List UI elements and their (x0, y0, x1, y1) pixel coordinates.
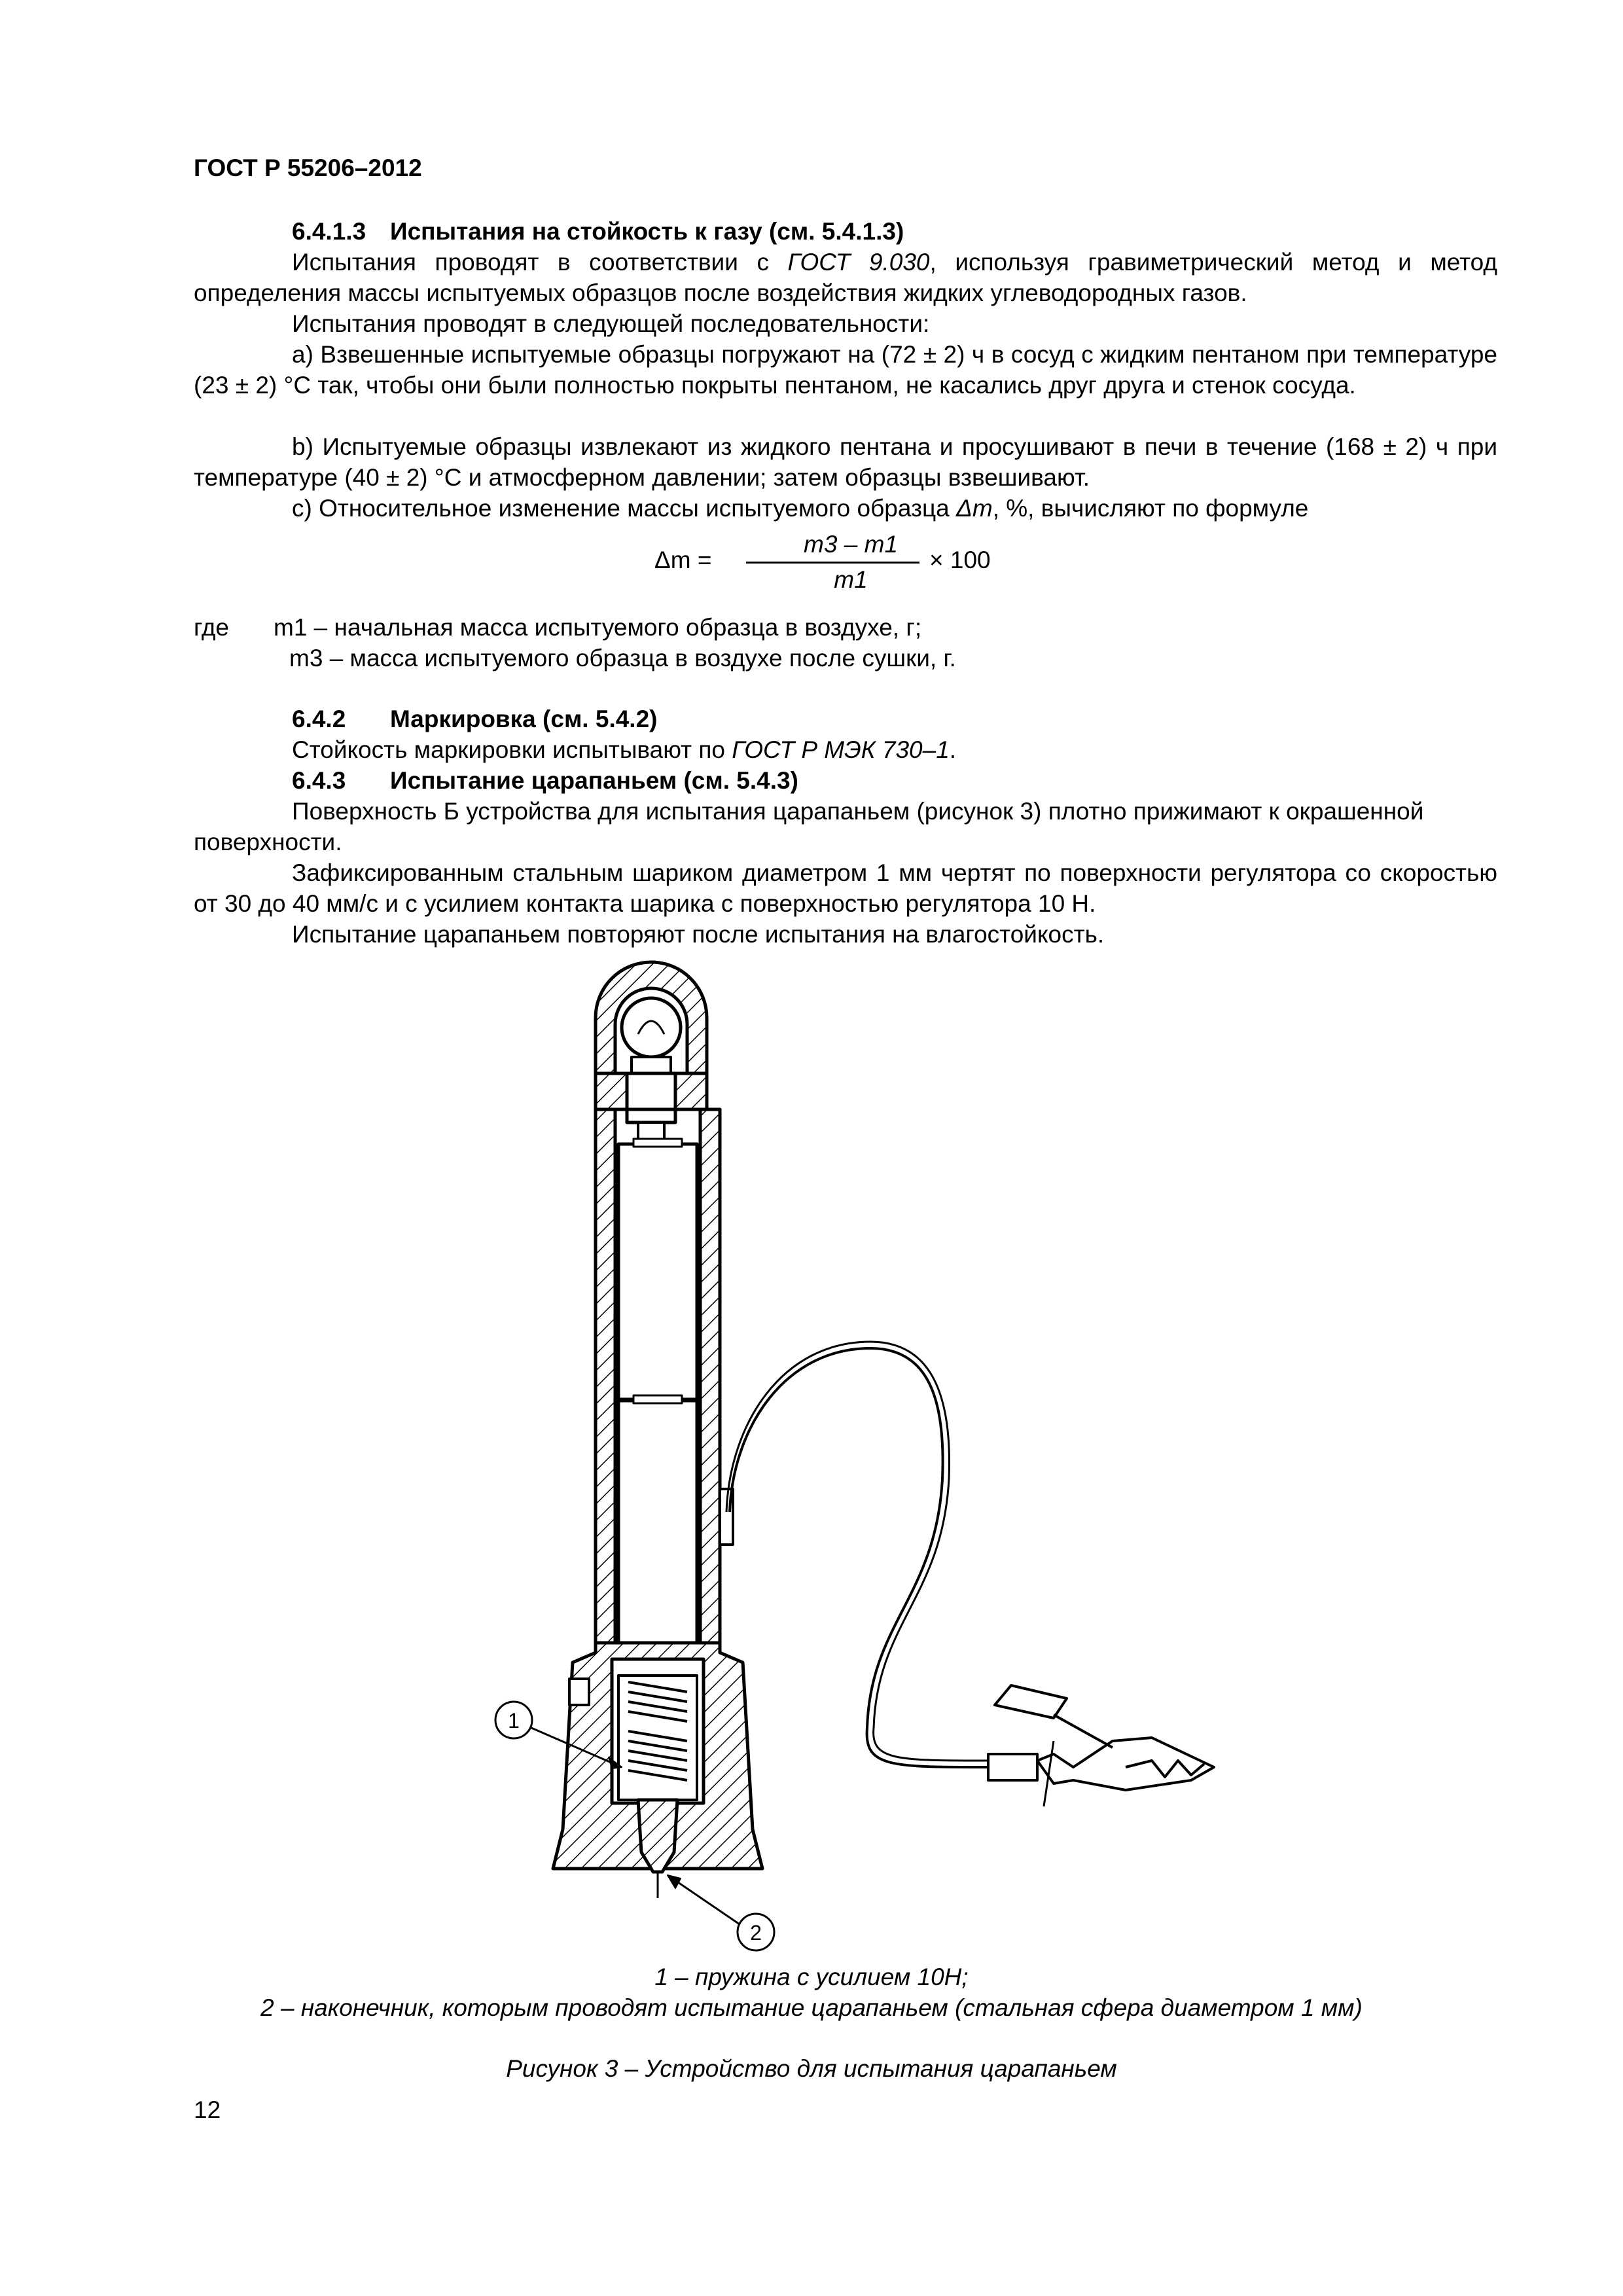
callout-1-label: 1 (508, 1709, 520, 1732)
figure-legend-1: 1 – пружина с усилием 10Н; (654, 1964, 969, 1990)
paragraph-step-b: b) Испытуемые образцы извлекают из жидкого пентана и просушивают в печи в течение (168 ± 2) ч при температуре (40 ± 2) °С и атмосферном давлении; затем образцы взвешивают. (194, 433, 1497, 491)
paragraph-step-c: c) Относительное изменение массы испытуемого образца Δm, %, вычисляют по формуле (292, 495, 1309, 522)
where-m1: m1 – начальная масса испытуемого образца в воздухе, г; (274, 614, 922, 641)
section-title: Маркировка (см. 5.4.2) (390, 706, 658, 732)
formula-lhs: Δm = (654, 547, 712, 573)
lamp-bulb (622, 998, 681, 1057)
document-header: ГОСТ Р 55206–2012 (194, 154, 422, 181)
standard-reference: ГОСТ Р МЭК 730–1 (732, 736, 950, 763)
battery-lower (618, 1401, 697, 1653)
alligator-clip (988, 1685, 1214, 1806)
figure-caption: Рисунок 3 – Устройство для испытания царапаньем (506, 2055, 1117, 2082)
formula-denominator: m1 (834, 566, 868, 593)
where-m3: m3 – масса испытуемого образца в воздухе после сушки, г. (289, 645, 956, 672)
page-number: 12 (194, 2096, 221, 2123)
section-title: Испытания на стойкость к газу (см. 5.4.1.3) (390, 218, 904, 245)
formula-multiplier: × 100 (929, 547, 991, 573)
section-number: 6.4.1.3 (292, 218, 366, 245)
body-left-wall (596, 1109, 615, 1653)
section-number: 6.4.3 (292, 767, 346, 794)
paragraph-marking: Стойкость маркировки испытывают по ГОСТ Р МЭК 730–1. (292, 736, 957, 763)
standard-reference: ГОСТ 9.030 (787, 249, 930, 276)
section-number: 6.4.2 (292, 706, 346, 732)
paragraph-step-a: a) Взвешенные испытуемые образцы погружают на (72 ± 2) ч в сосуд с жидким пентаном при температуре (23 ± 2) °С так, чтобы они были полностью покрыты пентаном, не касались друг друга и стенок сосуда. (194, 341, 1497, 399)
cable (730, 1348, 988, 1767)
paragraph-ball: Зафиксированным стальным шариком диаметром 1 мм чертят по поверхности регулятора со скоростью от 30 до 40 мм/с и с усилием контакта шарика с поверхностью регулятора 10 Н. (194, 859, 1497, 917)
battery-upper (618, 1144, 697, 1399)
paragraph-test-method: Испытания проводят в соответствии с ГОСТ 9.030, используя гравиметрический метод и метод определения массы испытуемых образцов после воздействия жидких углеводородных газов. (194, 249, 1497, 306)
body-right-wall (700, 1109, 720, 1653)
formula-numerator: m3 – m1 (804, 531, 898, 558)
where-label: где (194, 614, 230, 641)
delta-m-symbol: Δm (956, 495, 993, 522)
figure-legend-2: 2 – наконечник, которым проводят испытание царапаньем (стальная сфера диаметром 1 мм) (260, 1994, 1363, 2021)
paragraph-surface: Поверхность Б устройства для испытания царапаньем (рисунок 3) плотно прижимают к окрашенной поверхности. (194, 798, 1424, 855)
paragraph-sequence-intro: Испытания проводят в следующей последовательности: (292, 310, 930, 337)
section-title: Испытание царапаньем (см. 5.4.3) (390, 767, 798, 794)
paragraph-repeat: Испытание царапаньем повторяют после испытания на влагостойкость. (292, 921, 1105, 948)
callout-2-label: 2 (750, 1921, 762, 1945)
